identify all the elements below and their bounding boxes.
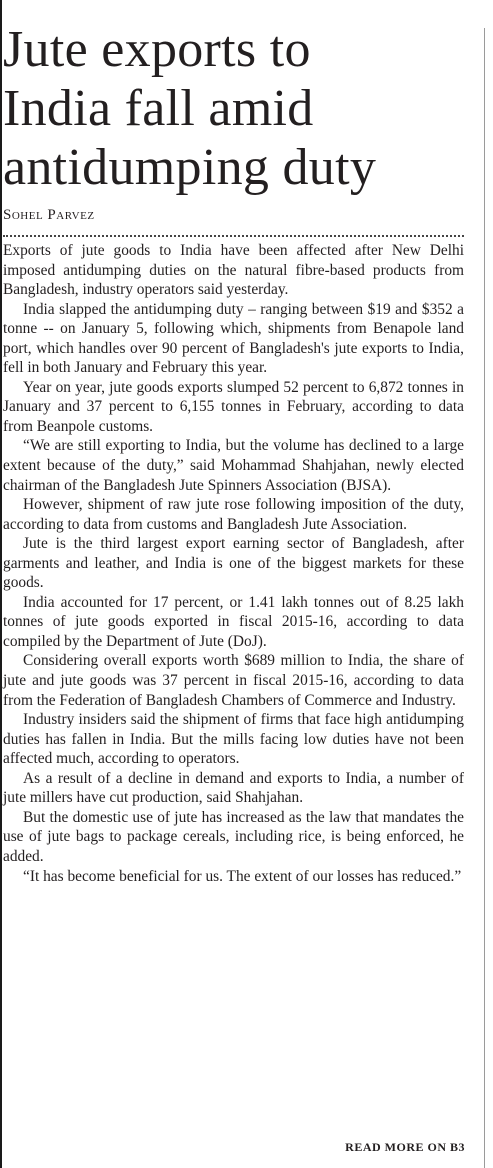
news-article (3, 0, 464, 886)
paragraph-11: But the domestic use of jute has increased as the law that mandates the use of jute bags to package cereals, including rice, is being enforced, he added. (3, 808, 464, 865)
headline (3, 20, 464, 197)
paragraph-3: Year on year, jute goods exports slumped 52 percent to 6,872 tonnes in January and 37 percent to 6,155 tonnes in February, according to data from Beanpole customs. (3, 378, 464, 435)
column-left-rule (0, 0, 2, 1168)
column-right-rule (484, 28, 485, 1168)
byline: Sohel Parvez (3, 207, 95, 223)
read-more-link[interactable]: READ MORE ON B3 (345, 1140, 465, 1154)
paragraph-8: Considering overall exports worth $689 million to India, the share of jute and jute goods was 37 percent in fiscal 2015-16, according to data from the Federation of Bangladesh Chambers of Commerce and Industry. (3, 652, 464, 709)
paragraph-1: Exports of jute goods to India have been affected after New Delhi imposed antidumping duties on the natural fibre-based products from Bangladesh, industry operators said yesterday. (3, 242, 464, 299)
paragraph-5: However, shipment of raw jute rose following imposition of the duty, according to data from customs and Bangladesh Jute Association. (3, 496, 464, 533)
paragraph-10: As a result of a decline in demand and exports to India, a number of jute millers have cut production, said Shahjahan. (3, 769, 464, 807)
headline-line-3: antidumping duty (3, 139, 377, 196)
paragraph-7: India accounted for 17 percent, or 1.41 lakh tonnes out of 8.25 lakh tonnes of jute goods exported in fiscal 2015-16, according to data compiled by the Department of Jute (DoJ). (3, 593, 464, 650)
paragraph-4: “We are still exporting to India, but the volume has declined to a large extent because of the duty,” said Mohammad Shahjahan, newly elected chairman of the Bangladesh Jute Spinners Association (BJSA). (3, 437, 464, 494)
article-body (3, 241, 464, 886)
headline-line-2: India fall amid (3, 80, 314, 137)
paragraph-12: “It has become beneficial for us. The extent of our losses has reduced.” (23, 867, 462, 885)
paragraph-6: Jute is the third largest export earning sector of Bangladesh, after garments and leather, and India is one of the biggest markets for these goods. (3, 535, 464, 592)
paragraph-2: India slapped the antidumping duty – ranging between $19 and $352 a tonne -- on January 5, following which, shipments from Benapole land port, which handles over 90 percent of Bangladesh's jute exports to India, fell in both January and February this year. (3, 300, 464, 377)
dotted-divider (3, 235, 464, 237)
headline-line-1: Jute exports to (3, 21, 311, 78)
paragraph-9: Industry insiders said the shipment of firms that face high antidumping duties has fallen in India. But the mills facing low duties have not been affected much, according to operators. (3, 711, 464, 768)
